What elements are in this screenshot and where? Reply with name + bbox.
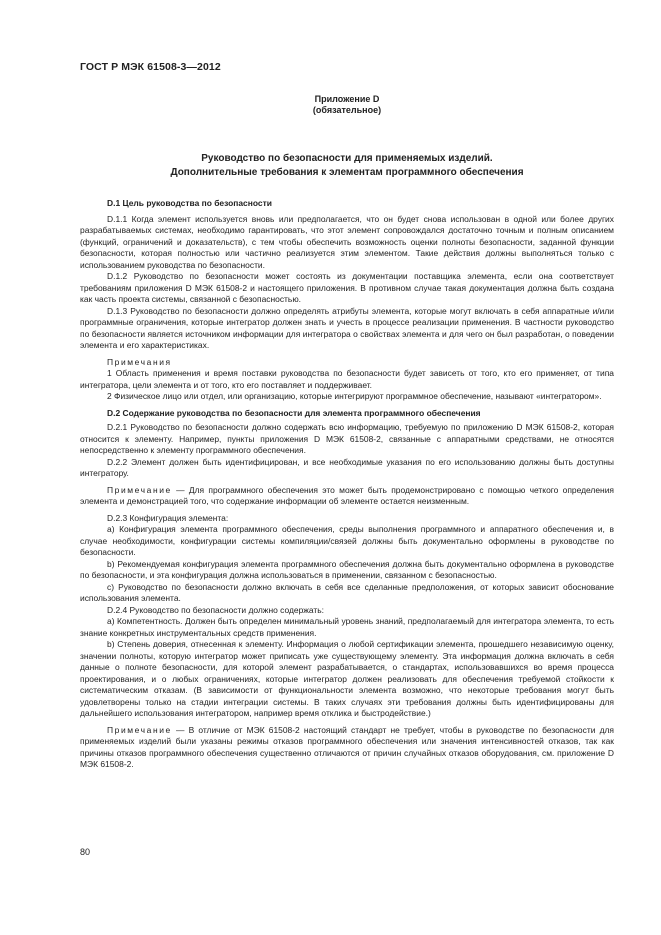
document-code: ГОСТ Р МЭК 61508-3—2012 [80,61,221,73]
note-label: Примечание [107,484,172,495]
section-heading-d1: D.1 Цель руководства по безопасности [107,198,272,208]
note-text: — Для программного обеспечения это может быть продемонстрировано с помощью четкого определения элемента и демонстрацией того, что содержание информации об элементе остается неизменным. [80,484,614,506]
notes-label: Примечания [107,356,172,367]
document-title-line-2: Дополнительные требования к элементам программного обеспечения [170,167,524,178]
document-body [80,196,614,771]
paragraph-d2-3-intro: D.2.3 Конфигурация элемента: [107,512,229,523]
section-heading-d2: D.2 Содержание руководства по безопасности для элемента программного обеспечения [107,407,481,418]
paragraph-d2-3-a: a) Конфигурация элемента программного обеспечения, среды выполнения программного и аппаратного обеспечения и, в случае необходимости, конфигурации системы компиляции/связей должны быть документально оформлены в руководстве по безопасности. [80,524,614,557]
note-d2-2 [80,485,614,508]
paragraph-d2-1: D.2.1 Руководство по безопасности должно содержать всю информацию, требуемую по приложению D МЭК 61508-2, которая относится к элементу. Например, пункты приложения D МЭК 61508-2, связанные с аппаратными средствами, не относятся непосредственно к элементу программного обеспечения. [80,422,614,455]
note-1: 1 Область применения и время поставки руководства по безопасности будет зависеть от того, кто его применяет, от типа интегратора, цели элемента и от того, кто его поставляет и поддерживает. [80,368,614,390]
note-2: 2 Физическое лицо или отдел, или организацию, которые интегрируют программное обеспечение, называют «интегратором». [107,391,602,401]
document-title-line-1: Руководство по безопасности для применяемых изделий. [201,153,493,164]
paragraph-d1-2: D.1.2 Руководство по безопасности может состоять из документации поставщика элемента, если она соответствует требованиям приложения D МЭК 61508-2 и настоящего приложения. В противном случае такая документация должна быть создана как часть проекта системы, связанной с безопасностью. [80,271,614,304]
paragraph-d2-3-c: c) Руководство по безопасности должно включать в себя все сделанные предположения, от которых зависит обоснование использования элемента. [80,581,614,603]
document-title [80,152,614,180]
appendix-title: Приложение D [314,94,380,104]
paragraph-d1-3: D.1.3 Руководство по безопасности должно определять атрибуты элемента, которые могут включать в себя аппаратные и/или программные ограничения, которые интегратор должен знать и учесть в процессе реализации применения. В частности руководство по безопасности является источником информации для интегратора о свойствах элемента и для чего он был разработан, о поведении элемента и его характеристиках. [80,305,614,350]
paragraph-d2-2: D.2.2 Элемент должен быть идентифицирован, и все необходимые указания по его использованию должны быть доступны интегратору. [80,456,614,478]
paragraph-d2-4-intro: D.2.4 Руководство по безопасности должно содержать: [107,604,325,615]
paragraph-d2-4-a: a) Компетентность. Должен быть определен минимальный уровень знаний, предполагаемый для интегратора элемента, то есть знание конкретных инструментальных средств применения. [80,616,614,638]
paragraph-d2-3-b: b) Рекомендуемая конфигурация элемента программного обеспечения должна быть документально оформлена в руководстве по безопасности, и эта конфигурация должна использоваться в применении, связанном с безопасностью. [80,558,614,580]
paragraph-d1-1: D.1.1 Когда элемент используется вновь или предполагается, что он будет снова использован в одной или более других разрабатываемых системах, необходимо гарантировать, что этот элемент сопровождался достаточно точным и полным описанием (функций, ограничений и доказательств), с тем чтобы обеспечить возможность оценки полноты безопасности, заданной функции безопасности, которая полностью или частично реализуется этим элементом. Такие действия должны выполняться только с использованием руководства по безопасности. [80,213,614,270]
note-label: Примечание [107,724,172,735]
note-d2-4 [80,725,614,771]
page-number: 80 [80,847,91,857]
note-text: — В отличие от МЭК 61508-2 настоящий стандарт не требует, чтобы в руководстве по безопасности для применяемых изделий были указаны режимы отказов программного обеспечения или значения интенсивностей отказов, так как причины отказов программного обеспечения существенно отличаются от причин случайных отказов оборудования, см. приложение D МЭК 61508-2. [80,724,614,769]
appendix-status: (обязательное) [312,105,382,115]
paragraph-d2-4-b: b) Степень доверия, отнесенная к элементу. Информация о любой сертификации элемента, прошедшего независимую оценку, значении полноты, которую интегратор может приписать уже существующему элементу. Эта информация должна включать в себя данные о полноте безопасности, для которой элемент разрабатывается, о стандартах, использовавшихся во время процесса проектирования, и о любых ограничениях, которые интегратор должен реализовать для обеспечения требуемой стойкости к систематическим отказам. (В зависимости от функциональности элемента возможно, что некоторые требования могут быть удовлетворены только на стадии интеграции системы. В таких случаях эти требования должны быть идентифицированы для дальнейшего использования интегратором, например время отклика и быстродействие.) [80,639,614,718]
